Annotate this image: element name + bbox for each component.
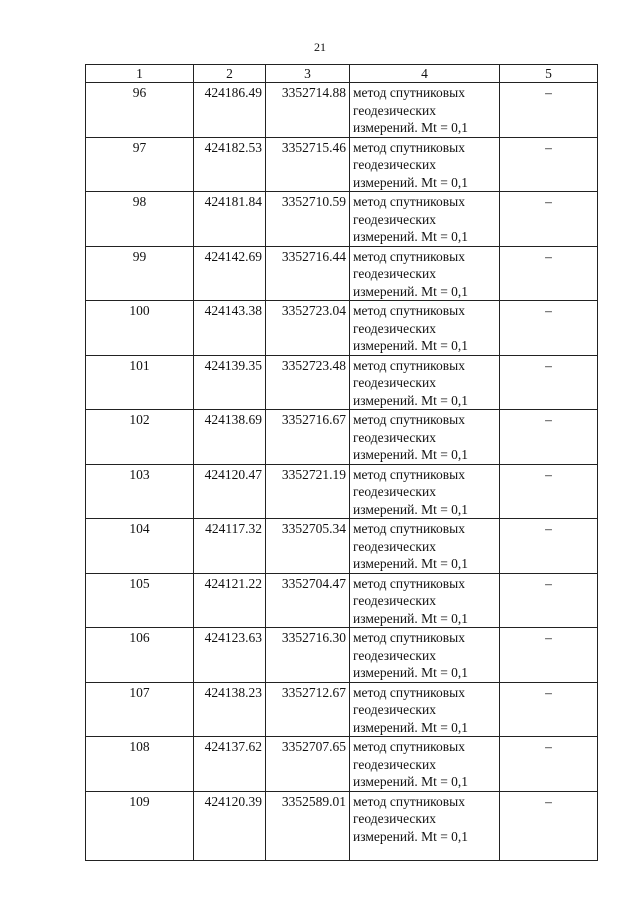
y-coordinate-cell: 3352589.01: [266, 791, 350, 860]
point-number-cell: 108: [86, 737, 194, 792]
y-coordinate-cell: 3352712.67: [266, 682, 350, 737]
table-row: [86, 628, 598, 683]
method-cell: метод спутниковых геодезических измерений. Mt = 0,1: [350, 410, 500, 465]
note-cell: –: [500, 192, 598, 247]
note-cell: –: [500, 83, 598, 138]
y-coordinate-cell: 3352707.65: [266, 737, 350, 792]
method-cell: метод спутниковых геодезических измерений. Mt = 0,1: [350, 137, 500, 192]
note-cell: –: [500, 464, 598, 519]
method-cell: метод спутниковых геодезических измерений. Mt = 0,1: [350, 573, 500, 628]
table-row: [86, 573, 598, 628]
x-coordinate-cell: 424120.39: [194, 791, 266, 860]
table-row: [86, 246, 598, 301]
note-cell: –: [500, 137, 598, 192]
table-body: [86, 83, 598, 861]
x-coordinate-cell: 424139.35: [194, 355, 266, 410]
y-coordinate-cell: 3352715.46: [266, 137, 350, 192]
method-cell: метод спутниковых геодезических измерений. Mt = 0,1: [350, 737, 500, 792]
table-row: [86, 192, 598, 247]
method-cell: метод спутниковых геодезических измерений. Mt = 0,1: [350, 192, 500, 247]
coordinates-table: [85, 64, 598, 861]
point-number-cell: 104: [86, 519, 194, 574]
method-cell: метод спутниковых геодезических измерений. Mt = 0,1: [350, 355, 500, 410]
point-number-cell: 109: [86, 791, 194, 860]
page-number: 21: [314, 40, 326, 54]
y-coordinate-cell: 3352714.88: [266, 83, 350, 138]
note-cell: –: [500, 246, 598, 301]
point-number-cell: 101: [86, 355, 194, 410]
column-header: 2: [194, 65, 266, 83]
method-cell: метод спутниковых геодезических измерений. Mt = 0,1: [350, 519, 500, 574]
point-number-cell: 105: [86, 573, 194, 628]
x-coordinate-cell: 424138.23: [194, 682, 266, 737]
y-coordinate-cell: 3352710.59: [266, 192, 350, 247]
note-cell: –: [500, 355, 598, 410]
table-row: [86, 301, 598, 356]
y-coordinate-cell: 3352721.19: [266, 464, 350, 519]
table-row: [86, 737, 598, 792]
x-coordinate-cell: 424123.63: [194, 628, 266, 683]
note-cell: –: [500, 682, 598, 737]
y-coordinate-cell: 3352716.44: [266, 246, 350, 301]
note-cell: –: [500, 519, 598, 574]
point-number-cell: 102: [86, 410, 194, 465]
table-header-row: [86, 65, 598, 83]
column-header: 5: [500, 65, 598, 83]
x-coordinate-cell: 424117.32: [194, 519, 266, 574]
point-number-cell: 98: [86, 192, 194, 247]
y-coordinate-cell: 3352704.47: [266, 573, 350, 628]
y-coordinate-cell: 3352723.48: [266, 355, 350, 410]
column-header: 1: [86, 65, 194, 83]
x-coordinate-cell: 424182.53: [194, 137, 266, 192]
method-cell: метод спутниковых геодезических измерений. Mt = 0,1: [350, 83, 500, 138]
y-coordinate-cell: 3352705.34: [266, 519, 350, 574]
table-row: [86, 464, 598, 519]
table-row: [86, 519, 598, 574]
x-coordinate-cell: 424143.38: [194, 301, 266, 356]
note-cell: –: [500, 301, 598, 356]
column-header: 4: [350, 65, 500, 83]
point-number-cell: 103: [86, 464, 194, 519]
table-row: [86, 137, 598, 192]
method-cell: метод спутниковых геодезических измерений. Mt = 0,1: [350, 791, 500, 860]
column-header: 3: [266, 65, 350, 83]
table-row: [86, 791, 598, 860]
table-row: [86, 682, 598, 737]
point-number-cell: 107: [86, 682, 194, 737]
note-cell: –: [500, 573, 598, 628]
point-number-cell: 99: [86, 246, 194, 301]
x-coordinate-cell: 424181.84: [194, 192, 266, 247]
x-coordinate-cell: 424142.69: [194, 246, 266, 301]
y-coordinate-cell: 3352716.67: [266, 410, 350, 465]
x-coordinate-cell: 424120.47: [194, 464, 266, 519]
method-cell: метод спутниковых геодезических измерений. Mt = 0,1: [350, 464, 500, 519]
note-cell: –: [500, 410, 598, 465]
note-cell: –: [500, 628, 598, 683]
point-number-cell: 96: [86, 83, 194, 138]
table-row: [86, 355, 598, 410]
note-cell: –: [500, 791, 598, 860]
point-number-cell: 100: [86, 301, 194, 356]
note-cell: –: [500, 737, 598, 792]
method-cell: метод спутниковых геодезических измерений. Mt = 0,1: [350, 682, 500, 737]
method-cell: метод спутниковых геодезических измерений. Mt = 0,1: [350, 301, 500, 356]
y-coordinate-cell: 3352723.04: [266, 301, 350, 356]
y-coordinate-cell: 3352716.30: [266, 628, 350, 683]
x-coordinate-cell: 424137.62: [194, 737, 266, 792]
x-coordinate-cell: 424121.22: [194, 573, 266, 628]
x-coordinate-cell: 424186.49: [194, 83, 266, 138]
method-cell: метод спутниковых геодезических измерений. Mt = 0,1: [350, 246, 500, 301]
point-number-cell: 97: [86, 137, 194, 192]
x-coordinate-cell: 424138.69: [194, 410, 266, 465]
method-cell: метод спутниковых геодезических измерений. Mt = 0,1: [350, 628, 500, 683]
point-number-cell: 106: [86, 628, 194, 683]
table-row: [86, 83, 598, 138]
table-row: [86, 410, 598, 465]
